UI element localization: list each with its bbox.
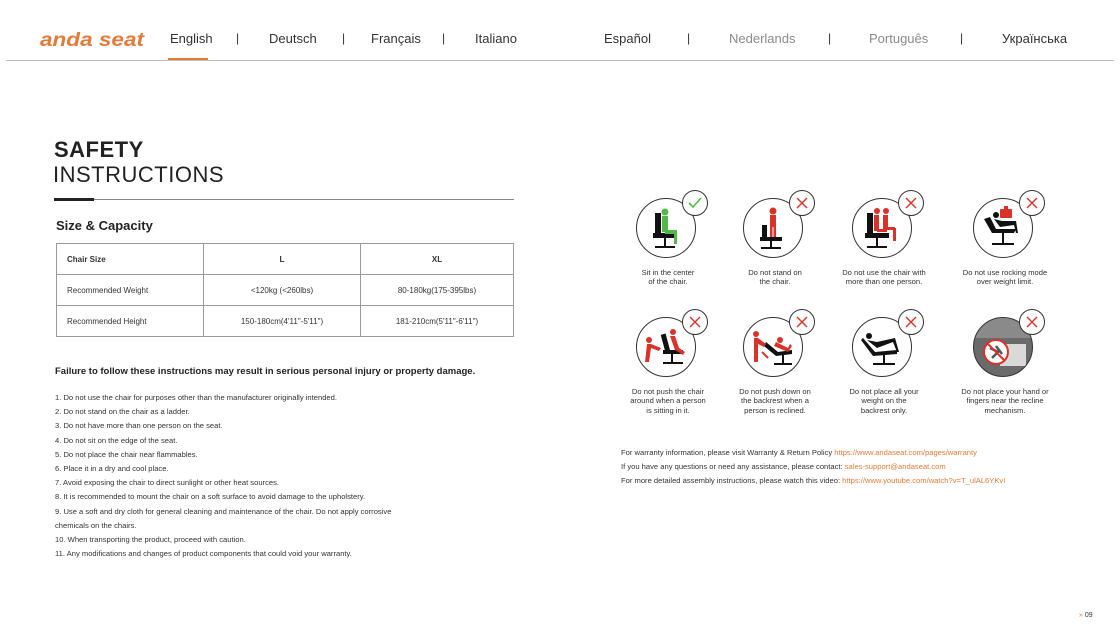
table-cell: 150-180cm(4'11"-5'11") bbox=[204, 306, 361, 337]
header-divider bbox=[6, 60, 1114, 61]
list-item: chemicals on the chairs. bbox=[55, 520, 137, 530]
pictogram-no-fingers-recline bbox=[950, 317, 1060, 415]
lang-english[interactable]: English bbox=[170, 31, 213, 46]
lang-separator: | bbox=[687, 31, 691, 45]
brand-logo-text: anda seat bbox=[40, 30, 145, 51]
check-icon bbox=[682, 190, 708, 216]
support-email-link[interactable]: sales-support@andaseat.com bbox=[844, 462, 946, 471]
pictogram-sit-center bbox=[613, 198, 723, 287]
list-item: 5. Do not place the chair near flammables. bbox=[55, 449, 198, 459]
cross-icon bbox=[789, 190, 815, 216]
table-header-cell: Chair Size bbox=[57, 244, 204, 275]
cross-icon bbox=[898, 190, 924, 216]
lang-separator: | bbox=[828, 31, 832, 45]
cross-icon bbox=[1019, 190, 1045, 216]
pictogram-no-stand bbox=[720, 198, 830, 287]
size-capacity-heading: Size & Capacity bbox=[56, 218, 153, 233]
pictogram-no-two-persons bbox=[829, 198, 939, 287]
list-item: 3. Do not have more than one person on the seat. bbox=[55, 421, 223, 431]
lang-espanol[interactable]: Español bbox=[604, 31, 651, 46]
lang-portugues[interactable]: Português bbox=[869, 31, 929, 46]
table-header-cell: L bbox=[204, 244, 361, 275]
size-capacity-table bbox=[56, 243, 514, 337]
page-number: » 09 bbox=[1079, 612, 1093, 619]
language-nav bbox=[0, 31, 1120, 51]
pictogram-caption: Do not push down on the backrest when a person is reclined. bbox=[739, 387, 811, 415]
video-link[interactable]: https://www.youtube.com/watch?v=T_ulAL6YKvI bbox=[842, 476, 1006, 485]
lang-italiano[interactable]: Italiano bbox=[475, 31, 517, 46]
list-item: 6. Place it in a dry and cool place. bbox=[55, 464, 169, 474]
lang-separator: | bbox=[442, 31, 446, 45]
lang-ukrainian[interactable]: Українська bbox=[1002, 31, 1068, 46]
pictogram-caption: Do not use rocking mode over weight limit. bbox=[962, 268, 1048, 287]
list-item: 9. Use a soft and dry cloth for general cleaning and maintenance of the chair. Do not apply corrosive bbox=[55, 506, 392, 516]
page-title-line2: INSTRUCTIONS bbox=[53, 162, 224, 187]
table-header-cell: XL bbox=[361, 244, 514, 275]
list-item: 10. When transporting the product, proceed with caution. bbox=[55, 535, 246, 545]
list-item: 8. It is recommended to mount the chair on a soft surface to avoid damage to the upholstery. bbox=[55, 492, 366, 502]
support-info: If you have any questions or need any assistance, please contact: sales-support@andaseat.com bbox=[621, 462, 946, 471]
lang-francais[interactable]: Français bbox=[371, 31, 421, 46]
page-title-line1: SAFETY bbox=[54, 137, 144, 162]
video-info: For more detailed assembly instructions, please watch this video: https://www.youtube.com/watch?v=T_ulAL6YKvI bbox=[621, 476, 1006, 485]
table-cell: Recommended Height bbox=[57, 306, 204, 337]
pictogram-caption: Do not place all your weight on the backrest only. bbox=[849, 387, 919, 415]
warning-text: Failure to follow these instructions may result in serious personal injury or property damage. bbox=[55, 366, 476, 377]
cross-icon bbox=[898, 309, 924, 335]
title-divider bbox=[54, 199, 514, 200]
list-item: 1. Do not use the chair for purposes other than the manufacturer originally intended. bbox=[55, 393, 337, 402]
warranty-link[interactable]: https://www.andaseat.com/pages/warranty bbox=[834, 448, 977, 457]
pictogram-caption: Do not stand on the chair. bbox=[748, 268, 802, 287]
list-item: 11. Any modifications and changes of product components that could void your warranty. bbox=[55, 549, 352, 559]
lang-nederlands[interactable]: Nederlands bbox=[729, 31, 796, 46]
cross-icon bbox=[682, 309, 708, 335]
pictogram-no-rocking-overweight bbox=[950, 198, 1060, 287]
pictogram-caption: Sit in the center of the chair. bbox=[641, 268, 695, 287]
pictogram-no-push-chair bbox=[613, 317, 723, 415]
pictogram-caption: Do not place your hand or fingers near the recline mechanism. bbox=[961, 387, 1049, 415]
title-divider-accent bbox=[54, 198, 94, 201]
table-cell: 80-180kg(175-395lbs) bbox=[361, 275, 514, 306]
table-header-row bbox=[57, 244, 514, 275]
safety-rules-list bbox=[55, 391, 475, 561]
list-item: 2. Do not stand on the chair as a ladder. bbox=[55, 407, 190, 417]
lang-separator: | bbox=[236, 31, 240, 45]
list-item: 4. Do not sit on the edge of the seat. bbox=[55, 435, 178, 445]
lang-deutsch[interactable]: Deutsch bbox=[269, 31, 317, 46]
table-row bbox=[57, 306, 514, 337]
list-item: 7. Avoid exposing the chair to direct sunlight or other heat sources. bbox=[55, 478, 280, 488]
pictogram-caption: Do not use the chair with more than one person. bbox=[842, 268, 926, 287]
table-cell: Recommended Weight bbox=[57, 275, 204, 306]
table-row bbox=[57, 275, 514, 306]
cross-icon bbox=[789, 309, 815, 335]
pictogram-caption: Do not push the chair around when a person is sitting in it. bbox=[630, 387, 706, 415]
pictogram-no-push-backrest bbox=[720, 317, 830, 415]
pictogram-no-weight-backrest bbox=[829, 317, 939, 415]
warranty-info: For warranty information, please visit Warranty & Return Policy https://www.andaseat.com/pages/warranty bbox=[621, 448, 977, 457]
table-cell: 181-210cm(5'11"-6'11") bbox=[361, 306, 514, 337]
table-cell: <120kg (<260lbs) bbox=[204, 275, 361, 306]
cross-icon bbox=[1019, 309, 1045, 335]
lang-separator: | bbox=[342, 31, 346, 45]
lang-separator: | bbox=[960, 31, 964, 45]
page-arrow-icon: » bbox=[1079, 612, 1083, 619]
